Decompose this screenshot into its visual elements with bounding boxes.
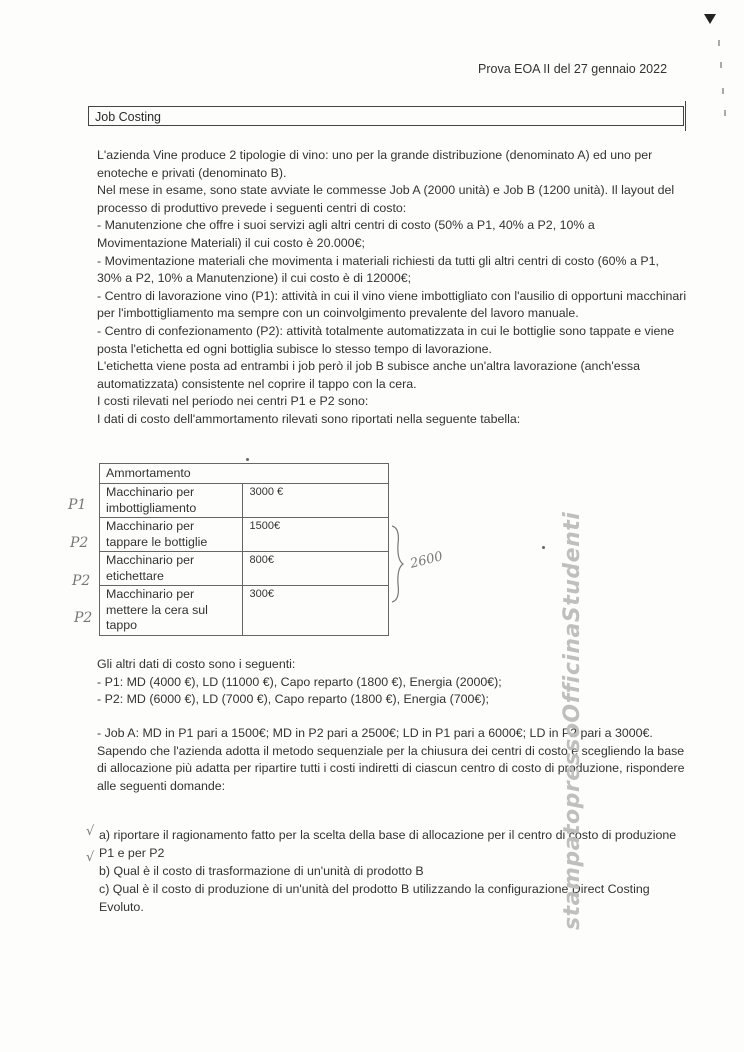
table-cell-desc: Macchinario per etichettare (100, 552, 243, 586)
intro-paragraph: L'etichetta viene posta ad entrambi i job però il job B subisce anche un'altra lavorazione (anch'essa automatizzata) consistente nel coprire il tappo con la cera. (97, 359, 640, 391)
scan-speck (246, 458, 249, 461)
corner-arrow-icon (704, 14, 716, 24)
intro-paragraph: I dati di costo dell'ammortamento rilevati sono riportati nella seguente tabella: (97, 411, 521, 426)
question-item: b) Qual è il costo di trasformazione di un'unità di prodotto B (99, 864, 424, 878)
handwritten-note: P2 (74, 610, 93, 626)
brace-icon (390, 524, 404, 604)
question-item: a) riportare il ragionamento fatto per la scelta della base di allocazione per il centro di costo di produzione P1 e per P2 (99, 828, 677, 860)
amortization-table (99, 463, 389, 636)
intro-paragraph: - Manutenzione che offre i suoi servizi agli altri centri di costo (50% a P1, 40% a P2, 10% a Movimentazione Materiali) il cui costo è 20.000€; (97, 218, 595, 250)
section-title-box (88, 106, 684, 126)
intro-paragraph: - Movimentazione materiali che movimenta i materiali richiesti da tutti gli altri centri di costo (60% a P1, 30% a P2, 10% a Manutenzione) il cui costo è di 12000€; (97, 253, 659, 286)
table-row (100, 518, 389, 552)
table-cell-value: 300€ (243, 586, 389, 636)
exam-date: Prova EOA II del 27 gennaio 2022 (478, 62, 668, 76)
table-cell-desc: Macchinario per tappare le bottiglie (100, 518, 243, 552)
check-mark: √ (86, 850, 95, 865)
job-data (97, 725, 687, 795)
watermark: stampatopressoOfficinaStudenti (560, 511, 585, 930)
intro-paragraph: - Centro di lavorazione vino (P1): attività in cui il vino viene imbottigliato con l'ausilio di opportuni macchinari per l'imbottigliamento ma sempre con un coinvolgimento prevalente del lavoro manuale. (97, 288, 687, 321)
table-cell-value: 3000 € (243, 484, 389, 518)
table-header: Ammortamento (100, 464, 389, 484)
table-row (100, 586, 389, 636)
scan-speck (542, 546, 545, 549)
handwritten-note: P2 (70, 535, 89, 551)
table-row (100, 552, 389, 586)
table-cell-desc: Macchinario per imbottigliamento (100, 484, 243, 518)
amortization-table-wrap (99, 463, 389, 636)
question-item: c) Qual è il costo di produzione di un'unità del prodotto B utilizzando la configurazione Direct Costing Evoluto. (99, 882, 650, 914)
table-row (100, 484, 389, 518)
questions-list (99, 826, 689, 916)
intro-paragraph: - Centro di confezionamento (P2): attività totalmente automatizzata in cui le bottiglie sono tappate e viene posta l'etichetta ed ogni bottiglia subisce lo stesso tempo di lavorazione. (97, 323, 675, 356)
cost-line: Gli altri dati di costo sono i seguenti: (97, 657, 296, 671)
section-title: Job Costing (95, 110, 162, 124)
handwritten-note: 2600 (408, 549, 445, 572)
cost-line: - P1: MD (4000 €), LD (11000 €), Capo reparto (1800 €), Energia (2000€); (97, 674, 502, 689)
handwritten-note: P1 (68, 497, 87, 513)
job-line: - Job A: MD in P1 pari a 1500€; MD in P2 pari a 2500€; LD in P1 pari a 6000€; LD in P2 pari a 3000€. (97, 726, 653, 740)
intro-text (97, 147, 687, 429)
table-cell-desc: Macchinario per mettere la cera sul tappo (100, 586, 243, 636)
intro-paragraph: Nel mese in esame, sono state avviate le commesse Job A (2000 unità) e Job B (1200 unità). Il layout del processo di produttivo prevede i seguenti centri di costo: (97, 183, 675, 215)
scan-specks (716, 40, 728, 120)
cost-line: - P2: MD (6000 €), LD (7000 €), Capo reparto (1800 €), Energia (700€); (97, 692, 489, 707)
table-cell-value: 800€ (243, 552, 389, 586)
table-cell-value: 1500€ (243, 518, 389, 552)
job-line: Sapendo che l'azienda adotta il metodo sequenziale per la chiusura dei centri di costo e scegliendo la base di allocazione più adatta per ripartire tutti i costi indiretti di ciascun centro di costo di produzione, rispondere alle seguenti domande: (97, 743, 685, 793)
handwritten-note: P2 (72, 573, 91, 589)
intro-paragraph: L'azienda Vine produce 2 tipologie di vino: uno per la grande distribuzione (denominato A) ed uno per enoteche e privati (denominato B). (97, 148, 653, 180)
intro-paragraph: I costi rilevati nel periodo nei centri P1 e P2 sono: (97, 394, 369, 409)
other-costs (97, 656, 687, 709)
check-mark: √ (86, 824, 95, 839)
